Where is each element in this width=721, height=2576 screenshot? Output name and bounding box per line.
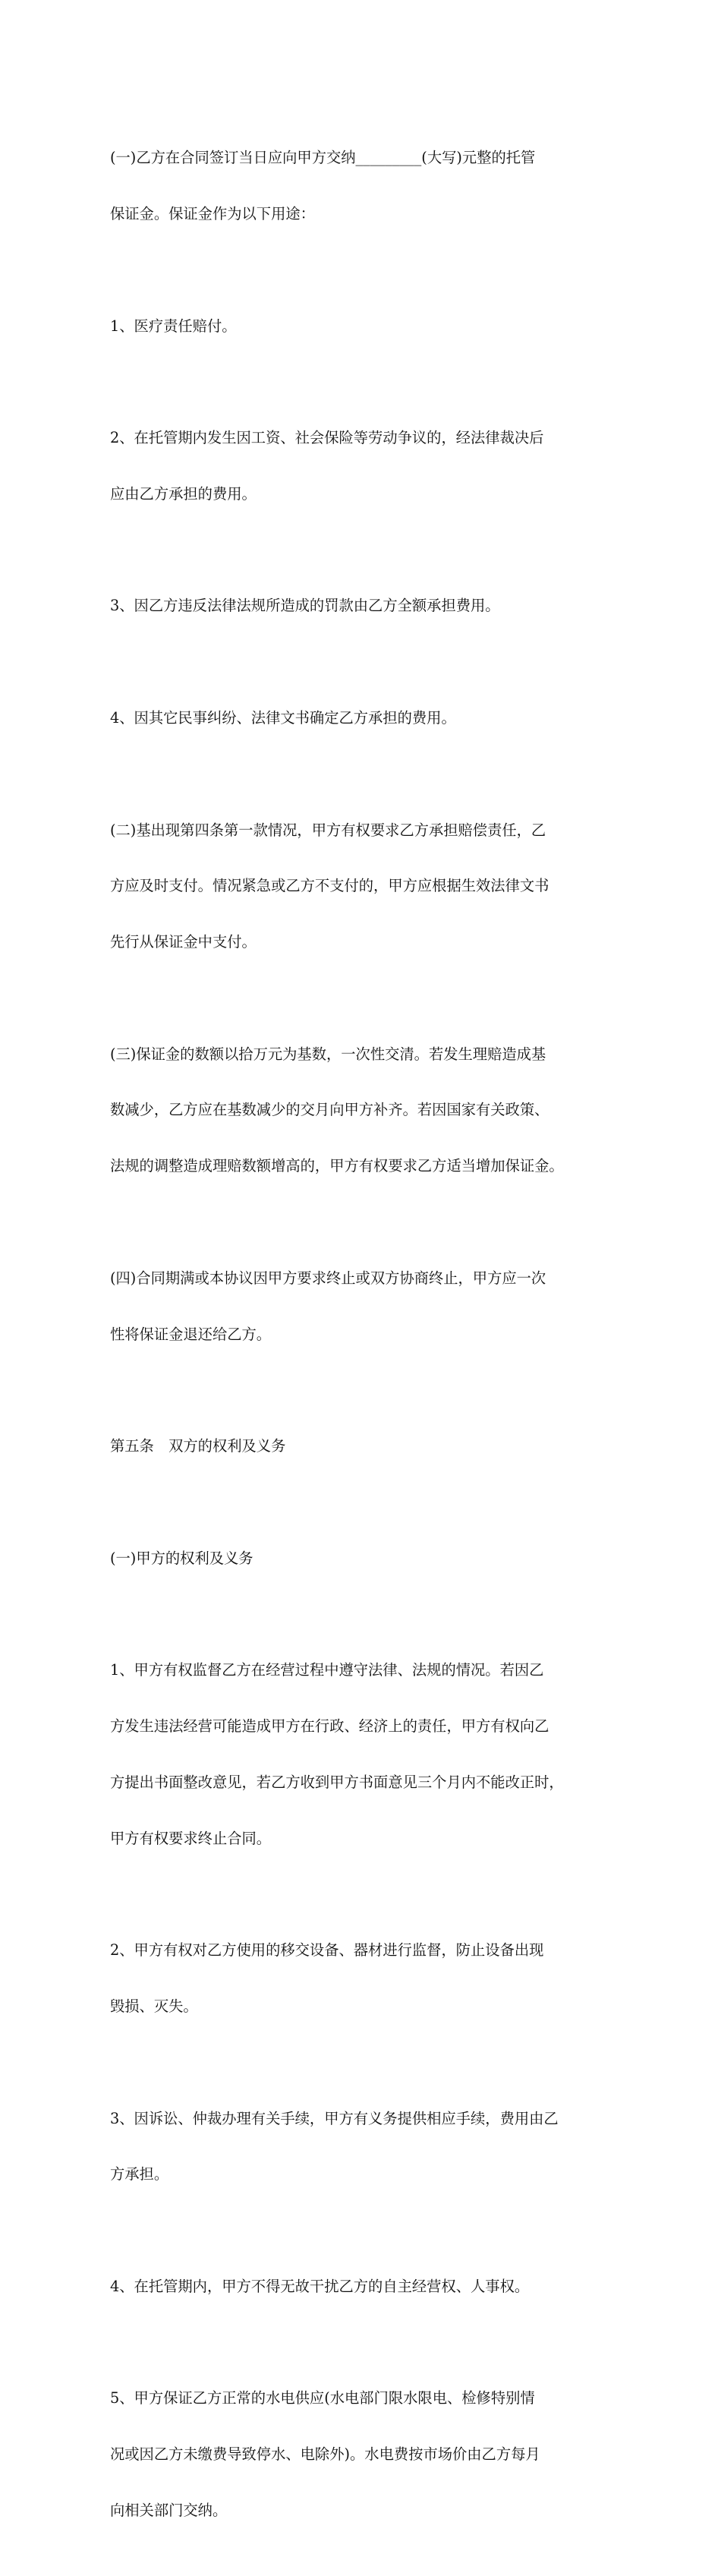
- text-line: 第五条 双方的权利及义务: [110, 1437, 286, 1455]
- paragraph-item-1: [110, 279, 626, 373]
- text-line: 性将保证金退还给乙方。: [110, 1325, 272, 1343]
- paragraph-item-4: [110, 672, 626, 765]
- text-line: (二)基出现第四条第一款情况，甲方有权要求乙方承担赔偿责任，乙: [110, 821, 546, 839]
- section-heading: [110, 1400, 626, 1493]
- text-line: (四)合同期满或本协议因甲方要求终止或双方协商终止，甲方应一次: [110, 1269, 546, 1287]
- text-line: 1、甲方有权监督乙方在经营过程中遵守法律、法规的情况。若因乙: [110, 1661, 544, 1679]
- text-line: 4、因其它民事纠纷、法律文书确定乙方承担的费用。: [110, 709, 456, 727]
- paragraph-clause-4: [110, 1232, 626, 1382]
- paragraph-deposit-payment: [110, 112, 626, 261]
- text-line: 方应及时支付。情况紧急或乙方不支付的，甲方应根据生效法律文书: [110, 877, 549, 895]
- text-line: 数减少，乙方应在基数减少的交月向甲方补齐。若因国家有关政策、: [110, 1101, 549, 1119]
- text-line: 方发生违法经营可能造成甲方在行政、经济上的责任，甲方有权向乙: [110, 1717, 549, 1736]
- text-line: 应由乙方承担的费用。: [110, 484, 257, 503]
- text-line: (三)保证金的数额以拾万元为基数，一次性交清。若发生理赔造成基: [110, 1045, 546, 1063]
- text-line: 2、甲方有权对乙方使用的移交设备、器材进行监督，防止设备出现: [110, 1941, 544, 1960]
- text-line: 向相关部门交纳。: [110, 2502, 228, 2519]
- text-line: 5、甲方保证乙方正常的水电供应(水电部门限水限电、检修特别情: [110, 2389, 535, 2407]
- text-line: 方提出书面整改意见，若乙方收到甲方书面意见三个月内不能改正时，: [110, 1773, 564, 1791]
- text-line: 方承担。: [110, 2165, 169, 2183]
- text-line: 先行从保证金中支付。: [110, 933, 257, 951]
- text-line: (一)甲方的权利及义务: [110, 1549, 253, 1567]
- text-line: 1、医疗责任赔付。: [110, 317, 237, 335]
- text-line: 毁损、灭失。: [110, 1997, 198, 2015]
- paragraph-clause-3: [110, 1008, 626, 1214]
- text-line: 甲方有权要求终止合同。: [110, 1829, 272, 1847]
- paragraph-right-5: [110, 2352, 626, 2558]
- text-line: 3、因乙方违反法律法规所造成的罚款由乙方全额承担费用。: [110, 597, 500, 615]
- text-line: 4、在托管期内，甲方不得无故干扰乙方的自主经营权、人事权。: [110, 2277, 530, 2295]
- paragraph-right-3: [110, 2072, 626, 2221]
- text-line: 况或因乙方未缴费导致停水、电除外)。水电费按市场价由乙方每月: [110, 2445, 540, 2464]
- text-line: 3、因诉讼、仲裁办理有关手续，甲方有义务提供相应手续，费用由乙: [110, 2109, 559, 2127]
- paragraph-item-2: [110, 392, 626, 541]
- text-line: 2、在托管期内发生因工资、社会保险等劳动争议的，经法律裁决后: [110, 429, 544, 447]
- subsection-heading: [110, 1512, 626, 1606]
- paragraph-right-1: [110, 1624, 626, 1885]
- paragraph-clause-2: [110, 784, 626, 989]
- text-line: (一)乙方在合同签订当日应向甲方交纳_________(大写)元整的托管: [110, 149, 536, 167]
- text-line: 保证金。保证金作为以下用途：: [110, 204, 315, 222]
- paragraph-right-4: [110, 2240, 626, 2334]
- document-page: [110, 112, 626, 2576]
- paragraph-item-3: [110, 560, 626, 653]
- paragraph-right-2: [110, 1904, 626, 2054]
- text-line: 法规的调整造成理赔数额增高的，甲方有权要求乙方适当增加保证金。: [110, 1157, 564, 1175]
